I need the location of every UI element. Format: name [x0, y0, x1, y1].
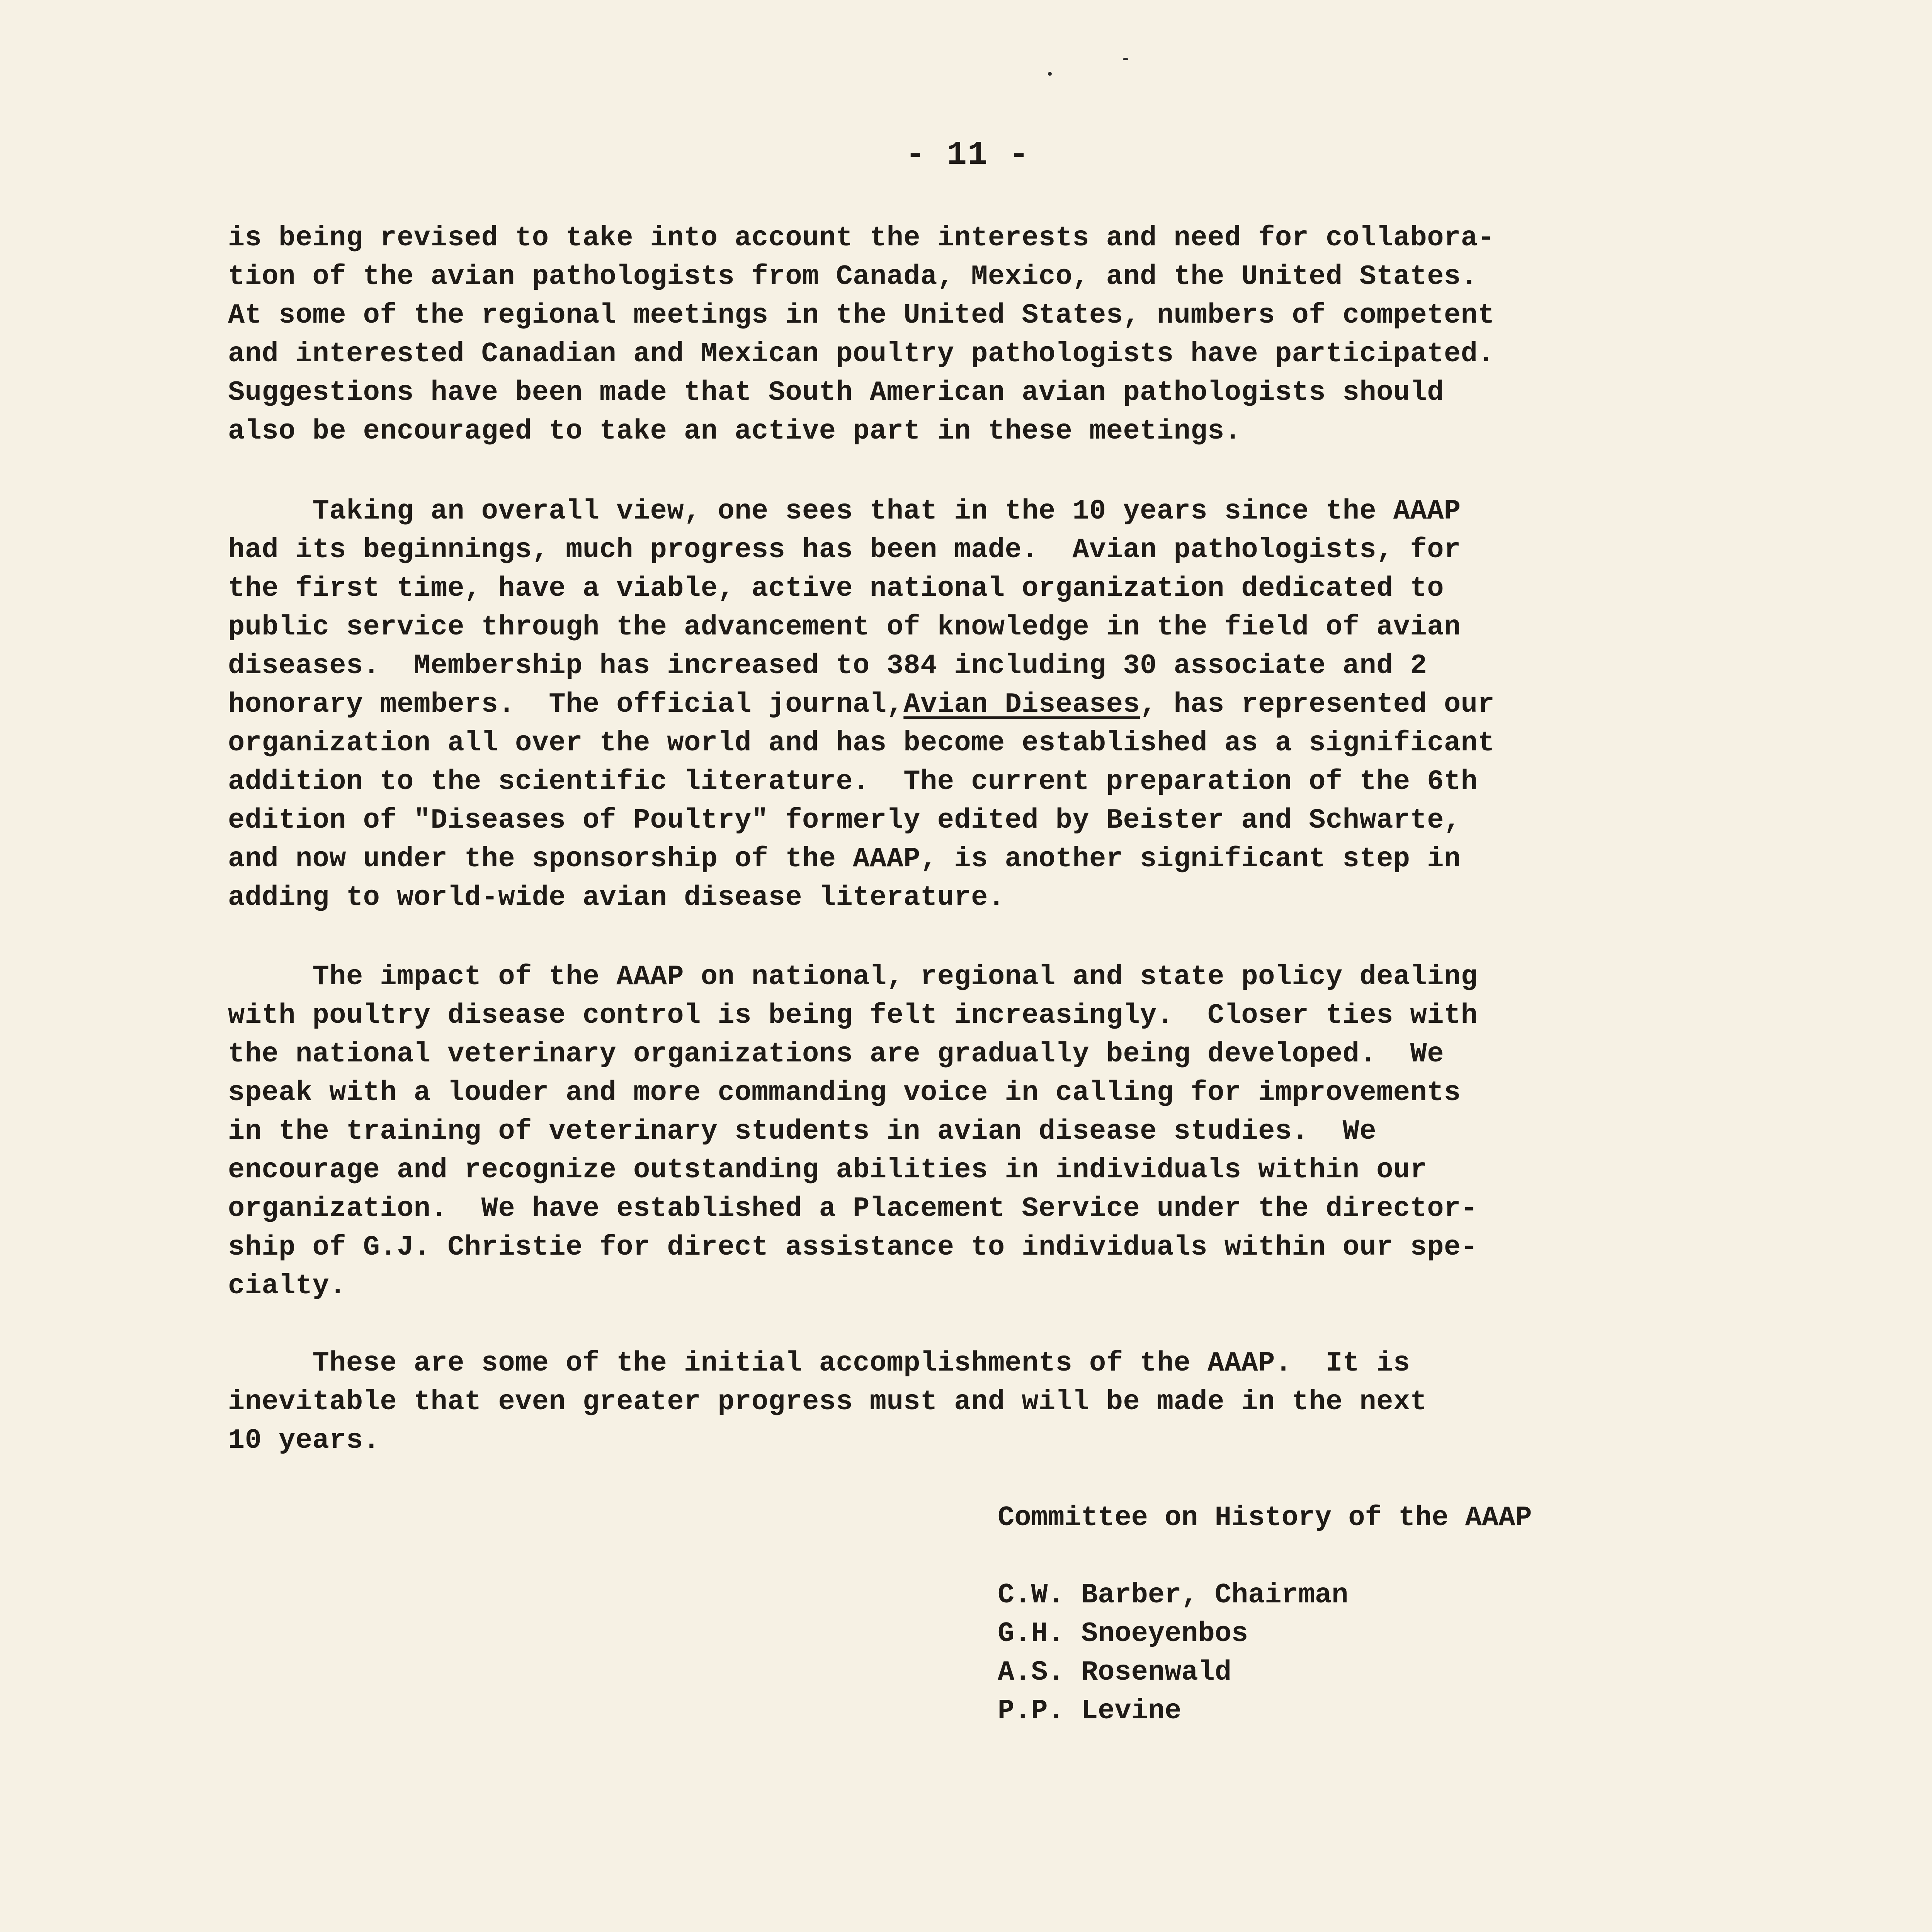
text-line: with poultry disease control is being felt increasingly. Closer ties with	[228, 1000, 1478, 1031]
text-line: tion of the avian pathologists from Canada, Mexico, and the United States.	[228, 261, 1478, 293]
paragraph-1	[228, 219, 1719, 451]
text-line: diseases. Membership has increased to 384 including 30 associate and 2	[228, 650, 1427, 682]
text-line: These are some of the initial accomplishments of the AAAP. It is	[228, 1347, 1410, 1379]
text-line: speak with a louder and more commanding voice in calling for improvements	[228, 1077, 1461, 1109]
text-line: organization all over the world and has become established as a significant	[228, 727, 1495, 759]
text-line: had its beginnings, much progress has been made. Avian pathologists, for	[228, 534, 1461, 566]
text-line: is being revised to take into account the interests and need for collabora-	[228, 222, 1495, 254]
page-number: - 11 -	[905, 136, 1030, 174]
stray-mark	[1048, 72, 1052, 76]
member-name: P.P. Levine	[998, 1695, 1182, 1727]
paragraph-3	[228, 957, 1719, 1305]
text-line: edition of "Diseases of Poultry" formerly edited by Beister and Schwarte,	[228, 804, 1461, 836]
member-name: A.S. Rosenwald	[998, 1656, 1231, 1688]
committee-title: Committee on History of the AAAP	[998, 1502, 1532, 1534]
text-line: Suggestions have been made that South American avian pathologists should	[228, 377, 1444, 408]
stray-mark	[1123, 58, 1128, 60]
text-line-journal	[228, 685, 1719, 724]
member-name: G.H. Snoeyenbos	[998, 1618, 1248, 1650]
line-head: honorary members. The official journal,	[228, 689, 904, 720]
line-tail: , has represented our	[1140, 689, 1495, 720]
paragraph-4	[228, 1344, 1719, 1460]
text-line: adding to world-wide avian disease literature.	[228, 882, 1005, 913]
text-line: organization. We have established a Placement Service under the director-	[228, 1193, 1478, 1225]
text-line: and now under the sponsorship of the AAAP, is another significant step in	[228, 843, 1461, 875]
journal-title: Avian Diseases	[903, 689, 1140, 720]
text-line: The impact of the AAAP on national, regional and state policy dealing	[228, 961, 1478, 993]
text-line: public service through the advancement of knowledge in the field of avian	[228, 611, 1461, 643]
paragraph-2	[228, 492, 1719, 917]
text-line: Taking an overall view, one sees that in the 10 years since the AAAP	[228, 495, 1461, 527]
text-line: 10 years.	[228, 1425, 380, 1456]
text-line: ship of G.J. Christie for direct assistance to individuals within our spe-	[228, 1231, 1478, 1263]
text-line: also be encouraged to take an active part in these meetings.	[228, 415, 1242, 447]
text-line: inevitable that even greater progress must and will be made in the next	[228, 1386, 1427, 1418]
member-name: C.W. Barber, Chairman	[998, 1579, 1349, 1611]
text-line: and interested Canadian and Mexican poultry pathologists have participated.	[228, 338, 1495, 370]
committee-members	[998, 1576, 1732, 1730]
text-line: the national veterinary organizations are gradually being developed. We	[228, 1038, 1444, 1070]
text-line: At some of the regional meetings in the United States, numbers of competent	[228, 299, 1495, 331]
text-line: encourage and recognize outstanding abilities in individuals within our	[228, 1154, 1427, 1186]
text-line: the first time, have a viable, active national organization dedicated to	[228, 573, 1444, 604]
text-line: cialty.	[228, 1270, 346, 1302]
text-line: addition to the scientific literature. The current preparation of the 6th	[228, 766, 1478, 798]
text-line: in the training of veterinary students in avian disease studies. We	[228, 1116, 1377, 1147]
